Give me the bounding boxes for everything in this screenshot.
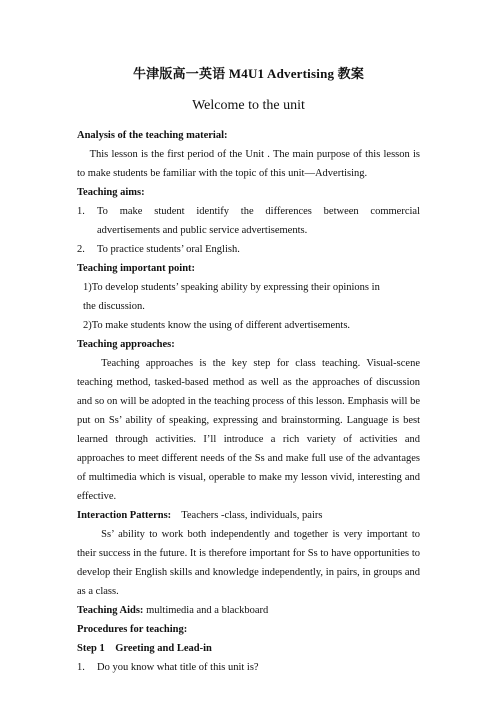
aims-item-2 [77,240,420,259]
aims-item-1-text: To make student identify the differences between commercial advertisements and public service advertisements. [97,206,420,236]
analysis-text: This lesson is the first period of the Unit . The main purpose of this lesson is to make students be familiar with the topic of this unit—Advertising. [77,149,420,179]
aims-item-1 [77,202,420,240]
important-heading: Teaching important point: [77,263,196,274]
question-1 [77,658,420,677]
step-1-heading: Step 1 Greeting and Lead-in [77,643,212,654]
interaction-line [77,506,420,525]
interaction-heading: Interaction Patterns: [77,510,172,521]
aims-heading: Teaching aims: [77,187,145,198]
aims-item-1-number: 1. [77,206,85,217]
aids-heading: Teaching Aids: [77,605,144,616]
step-1-questions [77,658,420,677]
analysis-heading: Analysis of the teaching material: [77,130,228,141]
question-1-text: Do you know what title of this unit is? [97,662,259,673]
aims-item-2-text: To practice students’ oral English. [97,244,240,255]
interaction-value: Teachers -class, individuals, pairs [181,510,323,521]
approaches-heading: Teaching approaches: [77,339,175,350]
important-item-2: 2)To make students know the using of different advertisements. [83,320,351,331]
approaches-text: Teaching approaches is the key step for class teaching. Visual-scene teaching method, tasked-based method as well as the approaches of discussion and so on will be adopted in the teaching process of this lesson. Emphasis will be put on Ss’ ability of speaking, expressing and brainstorming. Language is best learned through activities. I’ll introduce a rich variety of activities and approaches to meet different needs of the Ss and make full use of the advantages of multimedia which is visual, operable to make my lesson vivid, interesting and effective. [77,358,420,502]
aims-item-2-number: 2. [77,244,85,255]
interaction-text: Ss’ ability to work both independently and together is very important to their success in the future. It is therefore important for Ss to have opportunities to develop their English skills and knowledge independently, in pairs, in groups and as a class. [77,529,420,597]
important-item-1-line-1: 1)To develop students’ speaking ability by expressing their opinions in [83,282,380,293]
important-list [77,278,420,335]
procedures-heading: Procedures for teaching: [77,624,188,635]
aids-value: multimedia and a blackboard [146,605,269,616]
important-item-1-line-2: the discussion. [83,301,145,312]
document-title: 牛津版高一英语 M4U1 Advertising 教案 [132,66,365,81]
aims-list [77,202,420,259]
aids-line [77,601,420,620]
document-subtitle: Welcome to the unit [192,98,305,113]
question-1-number: 1. [77,662,85,673]
